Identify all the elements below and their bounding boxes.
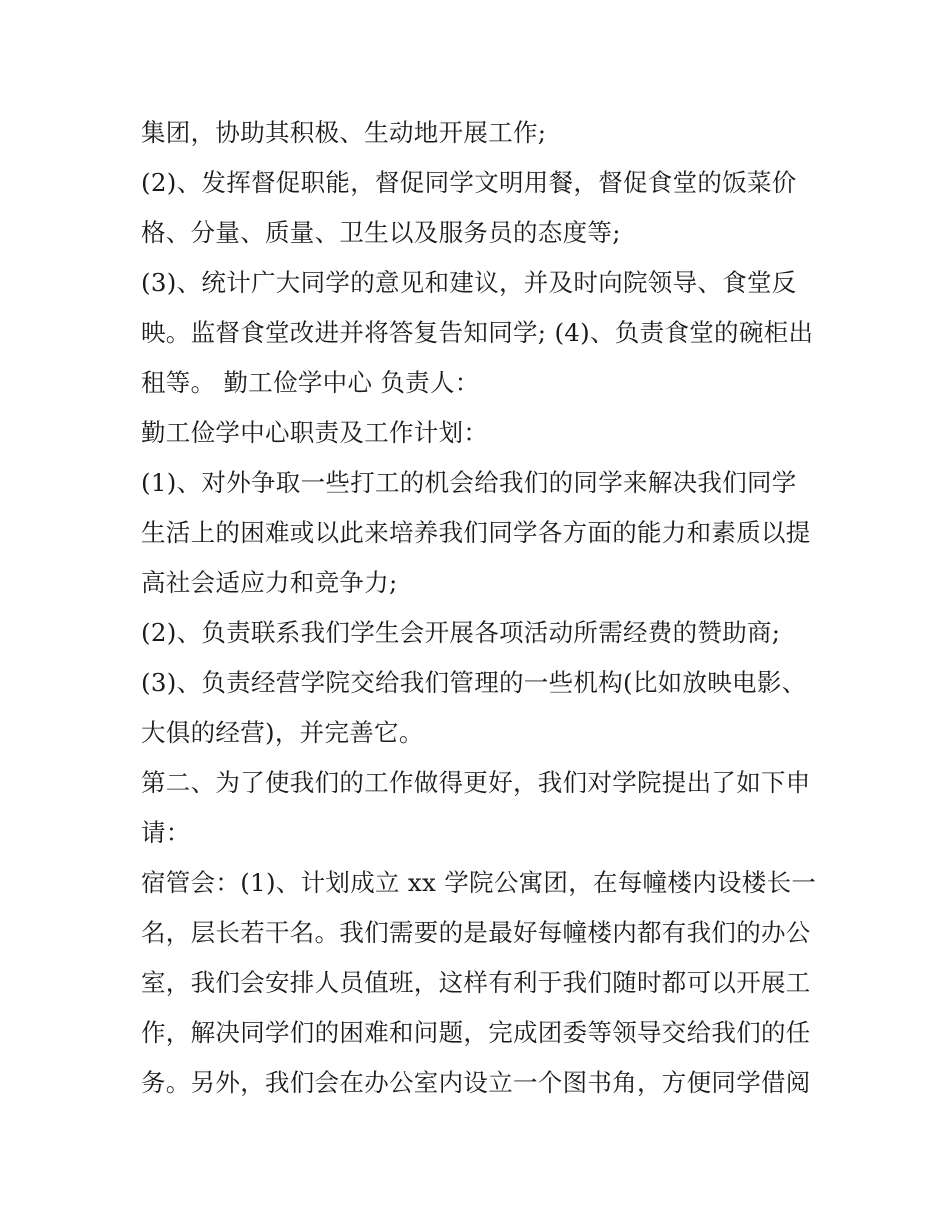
text-line: (2)、负责联系我们学生会开展各项活动所需经费的赞助商;: [141, 618, 781, 647]
text-line: 室，我们会安排人员值班，这样有利于我们随时都可以开展工: [141, 968, 811, 997]
text-line: 请：: [141, 818, 191, 847]
text-line: 作，解决同学们的困难和问题，完成团委等领导交给我们的任: [141, 1018, 811, 1047]
text-line: (1)、对外争取一些打工的机会给我们的同学来解决我们同学: [141, 468, 797, 497]
text-line: (3)、负责经营学院交给我们管理的一些机构(比如放映电影、: [141, 668, 807, 697]
text-line: 租等。 勤工俭学中心 负责人：: [141, 368, 480, 397]
text-line: 宿管会：(1)、计划成立 xx 学院公寓团，在每幢楼内设楼长一: [141, 868, 817, 897]
section-heading: 勤工俭学中心职责及工作计划：: [141, 418, 489, 447]
text-line: 生活上的困难或以此来培养我们同学各方面的能力和素质以提: [141, 518, 811, 547]
text-line: 高社会适应力和竞争力;: [141, 568, 398, 597]
text-line: 名，层长若干名。我们需要的是最好每幢楼内都有我们的办公: [141, 918, 811, 947]
document-body: [141, 108, 831, 1108]
text-line: (3)、统计广大同学的意见和建议，并及时向院领导、食堂反: [141, 268, 797, 297]
text-line: 集团，协助其积极、生动地开展工作;: [141, 118, 547, 147]
text-line: 务。另外，我们会在办公室内设立一个图书角，方便同学借阅: [141, 1068, 811, 1097]
text-line: 第二、为了使我们的工作做得更好，我们对学院提出了如下申: [141, 768, 811, 797]
text-line: (2)、发挥督促职能，督促同学文明用餐，督促食堂的饭菜价: [141, 168, 797, 197]
text-line: 格、分量、质量、卫生以及服务员的态度等;: [141, 218, 621, 247]
text-line: 映。监督食堂改进并将答复告知同学; (4)、负责食堂的碗柜出: [141, 318, 814, 347]
text-line: 大俱的经营)，并完善它。: [141, 718, 424, 747]
